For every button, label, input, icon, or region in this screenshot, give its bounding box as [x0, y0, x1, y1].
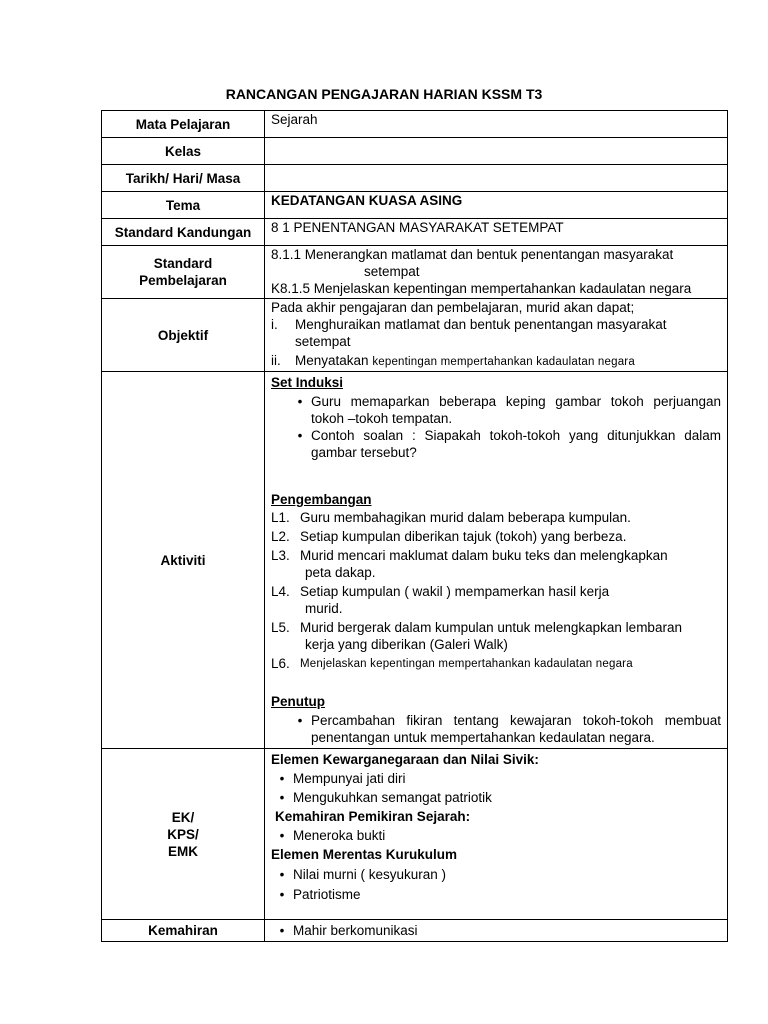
- objektif-intro: Pada akhir pengajaran dan pembelajaran, murid akan dapat;: [271, 300, 635, 315]
- set-induksi-item: [271, 427, 721, 461]
- objektif-num: ii.: [271, 353, 281, 368]
- emk-heading: Elemen Merentas Kurukulum: [271, 847, 458, 862]
- set-induksi-heading: Set Induksi: [271, 375, 344, 390]
- row-objektif: [102, 299, 728, 372]
- step-num: L4.: [271, 584, 290, 599]
- emk-text: Nilai murni ( kesyukuran ): [293, 867, 447, 882]
- ek-heading: Elemen Kewarganegaraan dan Nilai Sivik:: [271, 752, 539, 767]
- bullet-icon: •: [279, 923, 285, 938]
- value-objektif: [265, 299, 728, 372]
- label-standard-kandungan: Standard Kandungan: [102, 219, 265, 246]
- bullet-icon: •: [279, 790, 285, 805]
- value-tarikh: [265, 165, 728, 192]
- ek-item: [271, 770, 721, 787]
- objektif-text-main: Menyatakan: [295, 353, 369, 368]
- row-standard-pembelajaran: [102, 246, 728, 299]
- step-text: Guru membahagikan murid dalam beberapa kumpulan.: [300, 510, 631, 525]
- set-induksi-text: Contoh soalan : Siapakah tokoh-tokoh yang ditunjukkan dalam gambar tersebut?: [311, 428, 721, 460]
- row-tema: [102, 192, 728, 219]
- kemahiran-text: Mahir berkomunikasi: [293, 923, 418, 938]
- sp-line1: 8.1.1 Menerangkan matlamat dan bentuk penentangan masyarakat: [271, 247, 674, 262]
- label-kelas: Kelas: [102, 138, 265, 165]
- label-ek-line1: EK/: [171, 809, 195, 825]
- row-kemahiran: [102, 920, 728, 942]
- step-num: L3.: [271, 548, 290, 563]
- label-kemahiran: Kemahiran: [102, 920, 265, 942]
- kps-item: [271, 827, 721, 844]
- value-aktiviti: [265, 372, 728, 749]
- row-aktiviti: [102, 372, 728, 749]
- row-mata-pelajaran: [102, 111, 728, 138]
- value-standard-pembelajaran: [265, 246, 728, 299]
- kps-text: Meneroka bukti: [293, 828, 386, 843]
- label-sp-line1: Standard: [153, 256, 213, 271]
- step-num: L2.: [271, 529, 290, 544]
- emk-item: [271, 886, 721, 903]
- step-num: L1.: [271, 510, 290, 525]
- objektif-text: Menghuraikan matlamat dan bentuk penentangan masyarakat: [295, 317, 667, 332]
- value-kelas: [265, 138, 728, 165]
- step-text-cont: peta dakap.: [305, 565, 376, 580]
- step-num: L5.: [271, 620, 290, 635]
- document-title: RANCANGAN PENGAJARAN HARIAN KSSM T3: [225, 86, 543, 102]
- objektif-item-cont: setempat: [295, 334, 351, 349]
- value-tema: KEDATANGAN KUASA ASING: [265, 192, 728, 219]
- label-aktiviti: Aktiviti: [102, 372, 265, 749]
- penutup-heading: Penutup: [271, 694, 325, 709]
- value-standard-kandungan: 8 1 PENENTANGAN MASYARAKAT SETEMPAT: [265, 219, 728, 246]
- ek-item: [271, 789, 721, 806]
- emk-item: [271, 866, 721, 883]
- pengembangan-step: [271, 655, 721, 673]
- row-tarikh: [102, 165, 728, 192]
- row-standard-kandungan: [102, 219, 728, 246]
- ek-text: Mengukuhkan semangat patriotik: [293, 790, 492, 805]
- kps-heading: Kemahiran Pemikiran Sejarah:: [275, 809, 471, 824]
- set-induksi-text: Guru memaparkan beberapa keping gambar tokoh perjuangan tokoh –tokoh tempatan.: [311, 394, 721, 426]
- value-kemahiran: [265, 920, 728, 942]
- pengembangan-step: [271, 547, 721, 564]
- pengembangan-step: [271, 583, 721, 600]
- objektif-item: [271, 352, 721, 371]
- pengembangan-heading: Pengembangan: [271, 492, 372, 507]
- step-text: Setiap kumpulan ( wakil ) mempamerkan hasil kerja: [300, 584, 610, 599]
- label-tema: Tema: [102, 192, 265, 219]
- bullet-icon: •: [297, 394, 303, 409]
- sp-line2: K8.1.5 Menjelaskan kepentingan mempertahankan kadaulatan negara: [271, 281, 692, 296]
- penutup-text: Percambahan fikiran tentang kewajaran tokoh-tokoh membuat penentangan untuk mempertahankan kedaulatan negara.: [311, 713, 721, 745]
- value-mata-pelajaran: Sejarah: [265, 111, 728, 138]
- label-ek-line3: EMK: [168, 843, 198, 859]
- row-ek: [102, 749, 728, 920]
- pengembangan-step: [271, 619, 721, 636]
- set-induksi-item: [271, 393, 721, 427]
- objektif-text: [295, 352, 721, 371]
- step-text-cont: kerja yang diberikan (Galeri Walk): [305, 637, 508, 652]
- bullet-icon: •: [279, 867, 285, 882]
- value-ek: [265, 749, 728, 920]
- objektif-text-small: kepentingan mempertahankan kadaulatan negara: [372, 356, 635, 368]
- step-text: Menjelaskan kepentingan mempertahankan kadaulatan negara: [300, 658, 633, 670]
- step-text: Murid bergerak dalam kumpulan untuk melengkapkan lembaran: [300, 620, 682, 635]
- pengembangan-step: [271, 509, 721, 526]
- step-text: Setiap kumpulan diberikan tajuk (tokoh) yang berbeza.: [300, 529, 627, 544]
- bullet-icon: •: [279, 887, 285, 902]
- label-tarikh: Tarikh/ Hari/ Masa: [102, 165, 265, 192]
- ek-text: Mempunyai jati diri: [293, 771, 406, 786]
- bullet-icon: •: [279, 771, 285, 786]
- label-standard-pembelajaran: [102, 246, 265, 299]
- label-sp-line2: Pembelajaran: [139, 273, 227, 288]
- row-kelas: [102, 138, 728, 165]
- penutup-item: [271, 712, 721, 746]
- emk-text: Patriotisme: [293, 887, 361, 902]
- pengembangan-step: [271, 528, 721, 545]
- sp-line1-cont: setempat: [364, 264, 420, 279]
- step-text-cont: murid.: [305, 601, 343, 616]
- label-ek: [102, 749, 265, 920]
- kemahiran-item: [271, 922, 721, 939]
- objektif-num: i.: [271, 317, 278, 332]
- bullet-icon: •: [297, 428, 303, 443]
- objektif-item: [271, 316, 721, 333]
- label-mata-pelajaran: Mata Pelajaran: [102, 111, 265, 138]
- label-ek-line2: KPS/: [167, 826, 199, 842]
- label-objektif: Objektif: [102, 299, 265, 372]
- bullet-icon: •: [297, 713, 303, 728]
- lesson-plan-table: [101, 110, 728, 942]
- bullet-icon: •: [279, 828, 285, 843]
- step-num: L6.: [271, 656, 290, 671]
- step-text: Murid mencari maklumat dalam buku teks dan melengkapkan: [300, 548, 668, 563]
